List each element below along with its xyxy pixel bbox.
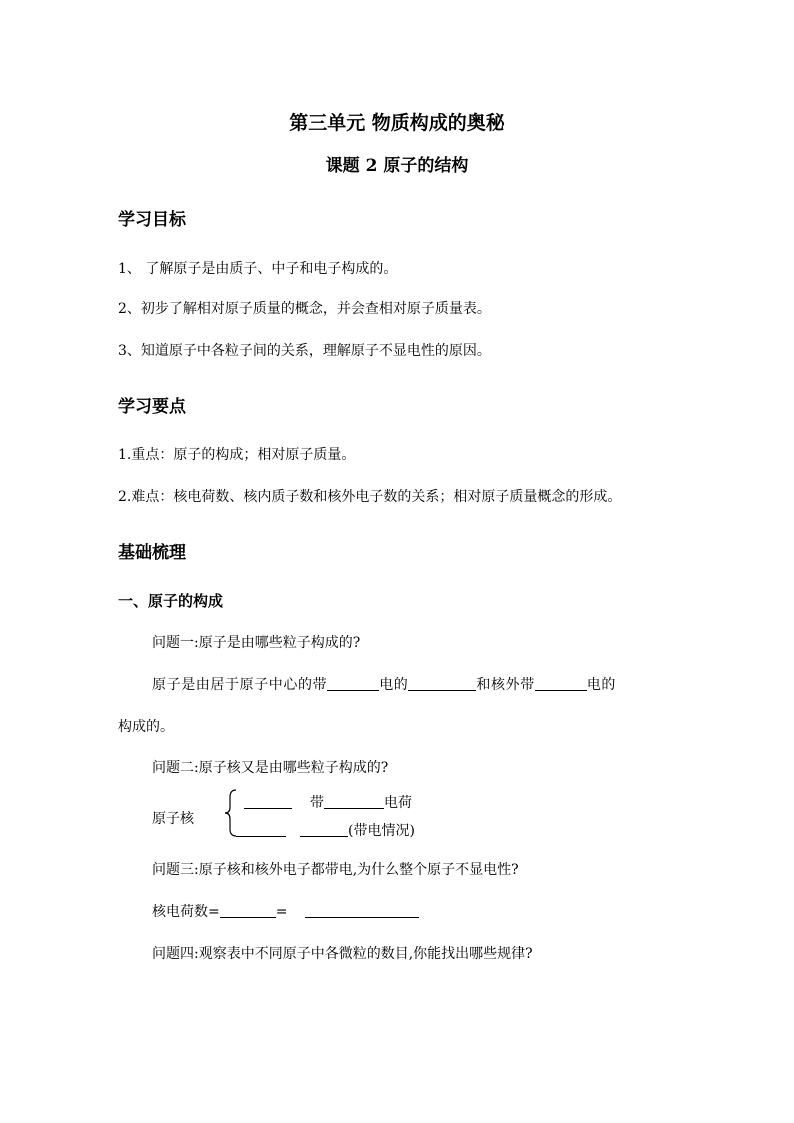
nucleus-charge-prefix: 带	[310, 795, 324, 811]
answer-text-3: 和核外带	[476, 677, 535, 693]
blank-particle-1-charge[interactable]	[324, 794, 384, 809]
charge-equation	[152, 901, 419, 921]
blank-particle-1[interactable]	[244, 794, 292, 809]
objective-item-1: 1、 了解原子是由质子、中子和电子构成的。	[118, 261, 398, 277]
nucleus-line-1	[244, 792, 412, 812]
question-1-answer-line-2: 构成的。	[118, 719, 174, 735]
nucleus-label: 原子核	[152, 811, 194, 827]
question-1: 问题一:原子是由哪些粒子构成的?	[152, 635, 361, 651]
objective-item-3: 3、知道原子中各粒子间的关系，理解原子不显电性的原因。	[118, 343, 491, 359]
charge-eq-sign: =	[275, 904, 288, 920]
blank-charge-nucleus[interactable]	[327, 676, 379, 691]
question-1-answer-line	[152, 674, 616, 694]
question-2: 问题二:原子核又是由哪些粒子构成的?	[152, 760, 389, 776]
question-3: 问题三:原子核和核外电子都带电,为什么整个原子不显电性?	[152, 862, 519, 878]
charge-label: 核电荷数=	[152, 904, 220, 920]
blank-electron-count[interactable]	[305, 903, 419, 918]
key-point-1: 1.重点：原子的构成；相对原子质量。	[118, 447, 356, 463]
question-4: 问题四:观察表中不同原子中各微粒的数目,你能找出哪些规律?	[152, 946, 533, 962]
nucleus-charge-status: (带电情况)	[348, 823, 415, 839]
key-points-heading: 学习要点	[118, 397, 186, 417]
blank-particle-2[interactable]	[236, 822, 286, 837]
unit-title: 第三单元 物质构成的奥秘	[289, 112, 505, 134]
lesson-title: 课题 2 原子的结构	[325, 156, 469, 176]
key-point-2: 2.难点：核电荷数、核内质子数和核外电子数的关系；相对原子质量概念的形成。	[118, 489, 622, 505]
basics-heading: 基础梳理	[118, 543, 186, 563]
blank-proton-count[interactable]	[220, 903, 276, 918]
nucleus-line-2	[236, 820, 415, 840]
objective-item-2: 2、初步了解相对原子质量的概念，并会查相对原子质量表。	[118, 301, 491, 317]
section-title: 一、原子的构成	[118, 592, 224, 610]
blank-nucleus[interactable]	[408, 676, 476, 691]
blank-particle-2-charge[interactable]	[300, 822, 348, 837]
blank-charge-electron[interactable]	[535, 676, 587, 691]
answer-text-1: 原子是由居于原子中心的带	[152, 677, 328, 693]
answer-text-4: 电的	[586, 677, 617, 693]
objectives-heading: 学习目标	[118, 210, 186, 230]
answer-text-2: 电的	[379, 677, 409, 693]
nucleus-charge-suffix: 电荷	[384, 795, 412, 811]
